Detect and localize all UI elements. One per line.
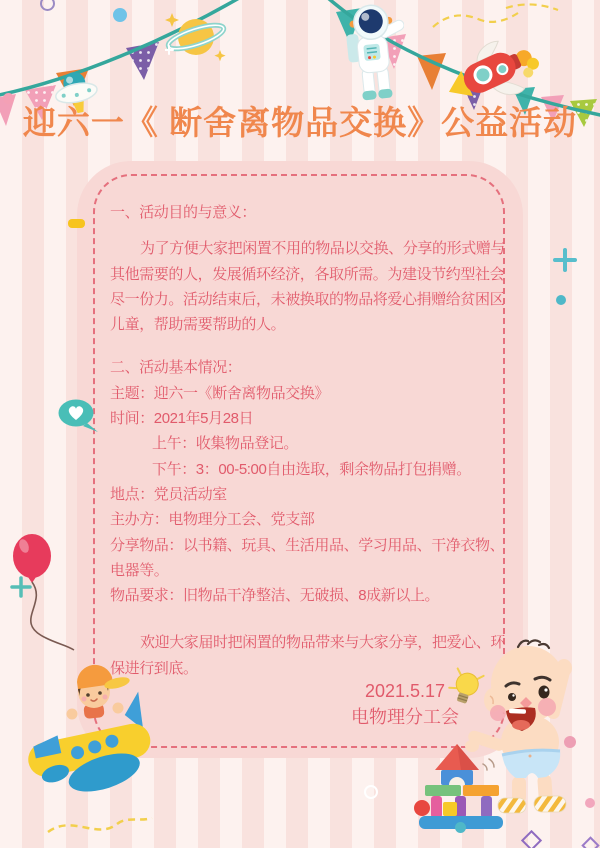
confetti-dot xyxy=(564,736,576,748)
afternoon-line: 下午：3：00-5:00自由选取，剩余物品打包捐赠。 xyxy=(152,460,471,478)
info-heading: 二、活动基本情况： xyxy=(110,359,242,377)
morning-line: 上午：收集物品登记。 xyxy=(152,435,299,453)
saturn-icon xyxy=(165,8,229,70)
balloon-icon xyxy=(8,530,103,655)
items-line: 分享物品：以书籍、玩具、生活用品、学习用品、干净衣物、电器等。 xyxy=(110,536,505,579)
confetti-dot xyxy=(113,8,127,22)
purpose-heading: 一、活动目的与意义： xyxy=(110,204,257,221)
requirements-line: 物品要求：旧物品干净整洁、无破损、8成新以上。 xyxy=(110,587,440,605)
confetti-ring xyxy=(364,785,378,799)
heart-speech-bubble-icon xyxy=(57,398,101,436)
purpose-body: 为了方便大家把闲置不用的物品以交换、分享的形式赠与其他需要的人，发展循环经济，各取所需。为建设节约型社会尽一份力。活动结束后，未被换取的物品将爱心捐赠给贫困区儿童，帮助需要帮助的人。 xyxy=(110,240,506,334)
confetti-dot xyxy=(556,295,566,305)
astronaut-icon xyxy=(346,2,404,102)
panel-content xyxy=(110,200,508,681)
airplane-with-boy-icon xyxy=(20,658,160,793)
scribble-lines-icon xyxy=(428,0,563,36)
confetti-dot xyxy=(455,822,466,833)
subject-line: 主题：迎六一《断舍离物品交换》 xyxy=(110,384,330,402)
signoff-date: 2021.5.17 xyxy=(364,681,446,701)
yellow-dash-accent xyxy=(68,219,85,228)
plus-sparkle-icon xyxy=(553,248,577,272)
squiggle-path-icon xyxy=(42,810,157,842)
organizer-line: 主办方：电物理分工会、党支部 xyxy=(110,511,315,529)
closing-line: 欢迎大家届时把闲置的物品带来与大家分享，把爱心、环保进行到底。 xyxy=(110,634,506,677)
baby-icon xyxy=(462,636,600,848)
time-line: 时间：2021年5月28日 xyxy=(110,410,254,428)
confetti-dot xyxy=(585,798,595,808)
location-line: 地点：党员活动室 xyxy=(110,485,227,503)
signoff-signature: 电物理分工会 xyxy=(351,707,459,727)
poster-title: 迎六一《 断舍离物品交换》公益活动 xyxy=(22,104,578,141)
